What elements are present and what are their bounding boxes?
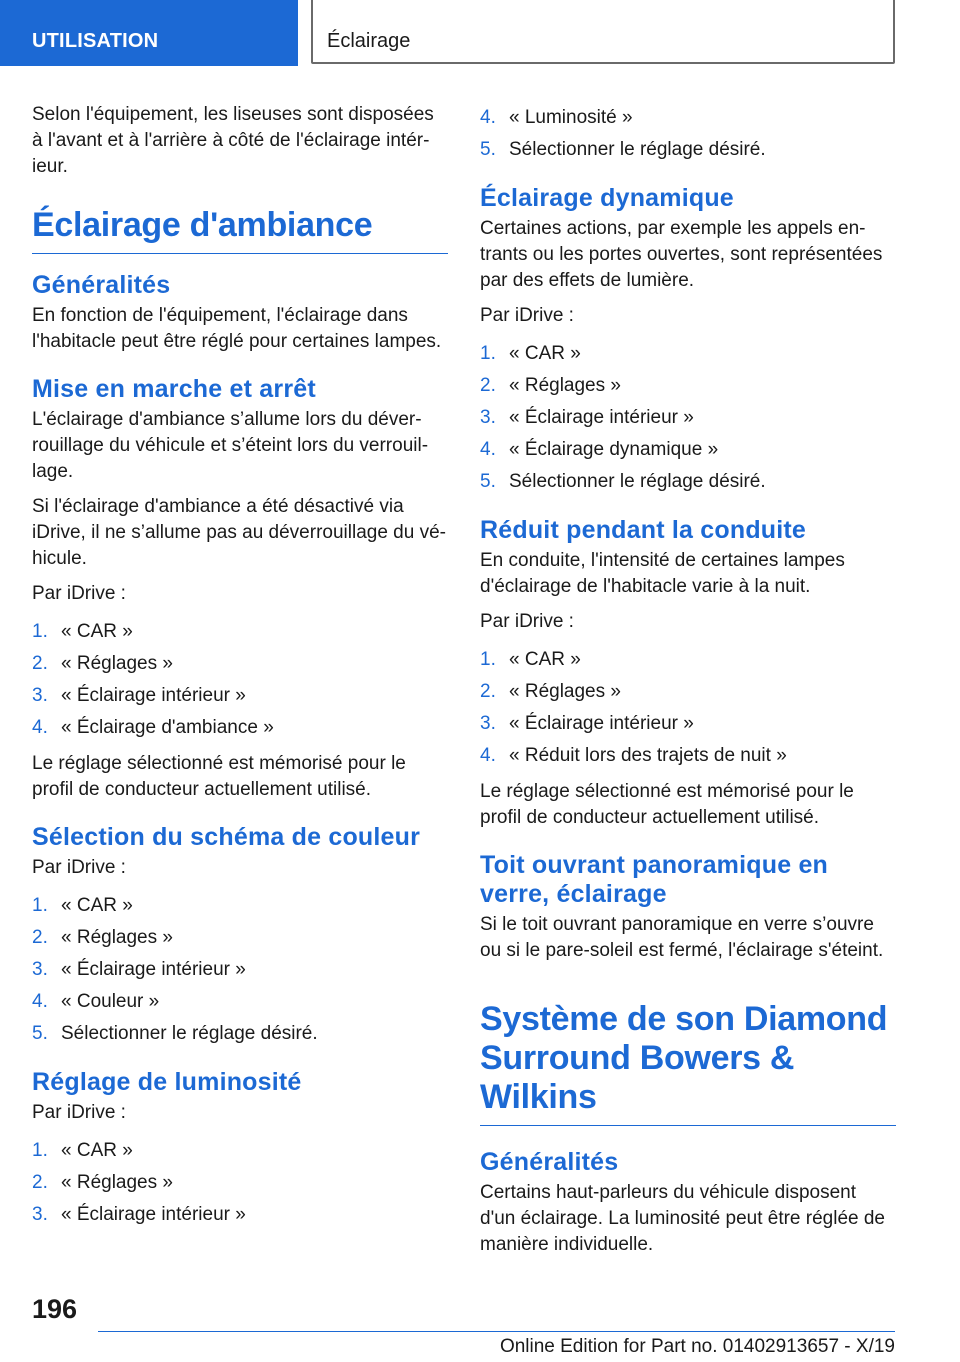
panoramic-roof-heading: [480, 851, 896, 909]
general-text: En fonction de l'équipement, l'éclairage dans l'habitacle peut être réglé pour certaines lampes.: [32, 305, 442, 352]
list-item: 2. « Réglages »: [480, 681, 621, 702]
footer-edition-text: Online Edition for Part no. 01402913657 - X/19: [499, 1336, 895, 1357]
page-number: 196: [32, 1294, 78, 1324]
panoramic-roof-text: Si le toit ouvrant panoramique en verre s’ouvre ou si le pare-soleil est fermé, l'éclairage s'éteint.: [480, 914, 884, 961]
general-heading: Généralités: [32, 271, 171, 299]
color-scheme-heading: Sélection du schéma de couleur: [32, 823, 421, 851]
footer-divider: [98, 1331, 895, 1332]
ambient-lighting-heading-wrap: [32, 206, 448, 254]
color-scheme-idrive-label: Par iDrive :: [32, 857, 126, 878]
dynamic-lighting-text: Certaines actions, par exemple les appels entrants ou les portes ouvertes, sont représentées par des effets de lumière.: [480, 218, 883, 291]
driving-dim-note: Le réglage sélectionné est mémorisé pour le profil de conducteur actuellement utilisé.: [480, 781, 854, 828]
color-scheme-steps: [32, 890, 448, 1050]
panoramic-roof-heading-line1: Toit ouvrant panoramique en: [480, 851, 829, 879]
list-item: 3. « Éclairage intérieur »: [32, 1204, 246, 1225]
list-item: 5. Sélectionner le réglage désiré.: [480, 139, 766, 160]
list-item: 3. « Éclairage intérieur »: [480, 407, 694, 428]
list-item: 2. « Réglages »: [32, 653, 173, 674]
driving-dim-text: En conduite, l'intensité de certaines lampes d'éclairage de l'habitacle varie à la nuit.: [480, 550, 845, 597]
sound-system-title-line1: Système de son Diamond: [480, 1000, 888, 1038]
list-item: 1. « CAR »: [32, 895, 133, 916]
brightness-steps-continued: [480, 102, 896, 166]
driving-dim-steps: [480, 644, 896, 772]
on-off-heading: Mise en marche et arrêt: [32, 375, 316, 403]
on-off-idrive-label: Par iDrive :: [32, 583, 126, 604]
on-off-steps: [32, 616, 448, 744]
list-item: 4. « Éclairage d'ambiance »: [32, 717, 274, 738]
ambient-lighting-title: Éclairage d'ambiance: [32, 206, 373, 244]
list-item: 2. « Réglages »: [32, 1172, 173, 1193]
left-column: [32, 102, 448, 1238]
intro-paragraph: Selon l'équipement, les liseuses sont disposées à l'avant et à l'arrière à côté de l'éclairage intérieur.: [32, 104, 434, 177]
header-chapter-title: Éclairage: [311, 0, 895, 64]
sound-system-heading-wrap: [480, 1000, 896, 1126]
sound-general-text: Certains haut-parleurs du véhicule disposent d'un éclairage. La luminosité peut être réglée de manière individuelle.: [480, 1182, 886, 1255]
sound-system-title: [480, 1000, 896, 1117]
list-item: 4. « Luminosité »: [480, 107, 633, 128]
dynamic-lighting-heading: Éclairage dynamique: [480, 184, 734, 212]
list-item: 3. « Éclairage intérieur »: [32, 685, 246, 706]
list-item: 2. « Réglages »: [32, 927, 173, 948]
list-item: 4. « Réduit lors des trajets de nuit »: [480, 745, 787, 766]
list-item: 1. « CAR »: [32, 1140, 133, 1161]
on-off-text-2: Si l'éclairage d'ambiance a été désactivé via iDrive, il ne s’allume pas au déverrouillage du véhicule.: [32, 496, 446, 569]
on-off-text-1: L'éclairage d'ambiance s’allume lors du déverrouillage du véhicule et s’éteint lors du verrouillage.: [32, 409, 429, 482]
list-item: 5. Sélectionner le réglage désiré.: [32, 1023, 318, 1044]
brightness-heading: Réglage de luminosité: [32, 1068, 302, 1096]
dynamic-lighting-steps: [480, 338, 896, 498]
list-item: 1. « CAR »: [480, 343, 581, 364]
list-item: 3. « Éclairage intérieur »: [480, 713, 694, 734]
list-item: 1. « CAR »: [480, 649, 581, 670]
brightness-steps: [32, 1135, 448, 1231]
sound-general-heading: Généralités: [480, 1148, 619, 1176]
right-column: [480, 102, 896, 1267]
list-item: 2. « Réglages »: [480, 375, 621, 396]
list-item: 4. « Couleur »: [32, 991, 160, 1012]
panoramic-roof-heading-line2: verre, éclairage: [480, 880, 667, 908]
brightness-idrive-label: Par iDrive :: [32, 1102, 126, 1123]
driving-dim-heading: Réduit pendant la conduite: [480, 516, 807, 544]
list-item: 5. Sélectionner le réglage désiré.: [480, 471, 766, 492]
header-section-label: UTILISATION: [0, 0, 298, 66]
driving-dim-idrive-label: Par iDrive :: [480, 611, 574, 632]
sound-system-title-line2: Surround Bowers & Wilkins: [480, 1039, 795, 1116]
dynamic-lighting-idrive-label: Par iDrive :: [480, 305, 574, 326]
list-item: 3. « Éclairage intérieur »: [32, 959, 246, 980]
on-off-note: Le réglage sélectionné est mémorisé pour le profil de conducteur actuellement utilisé.: [32, 753, 406, 800]
list-item: 1. « CAR »: [32, 621, 133, 642]
list-item: 4. « Éclairage dynamique »: [480, 439, 719, 460]
